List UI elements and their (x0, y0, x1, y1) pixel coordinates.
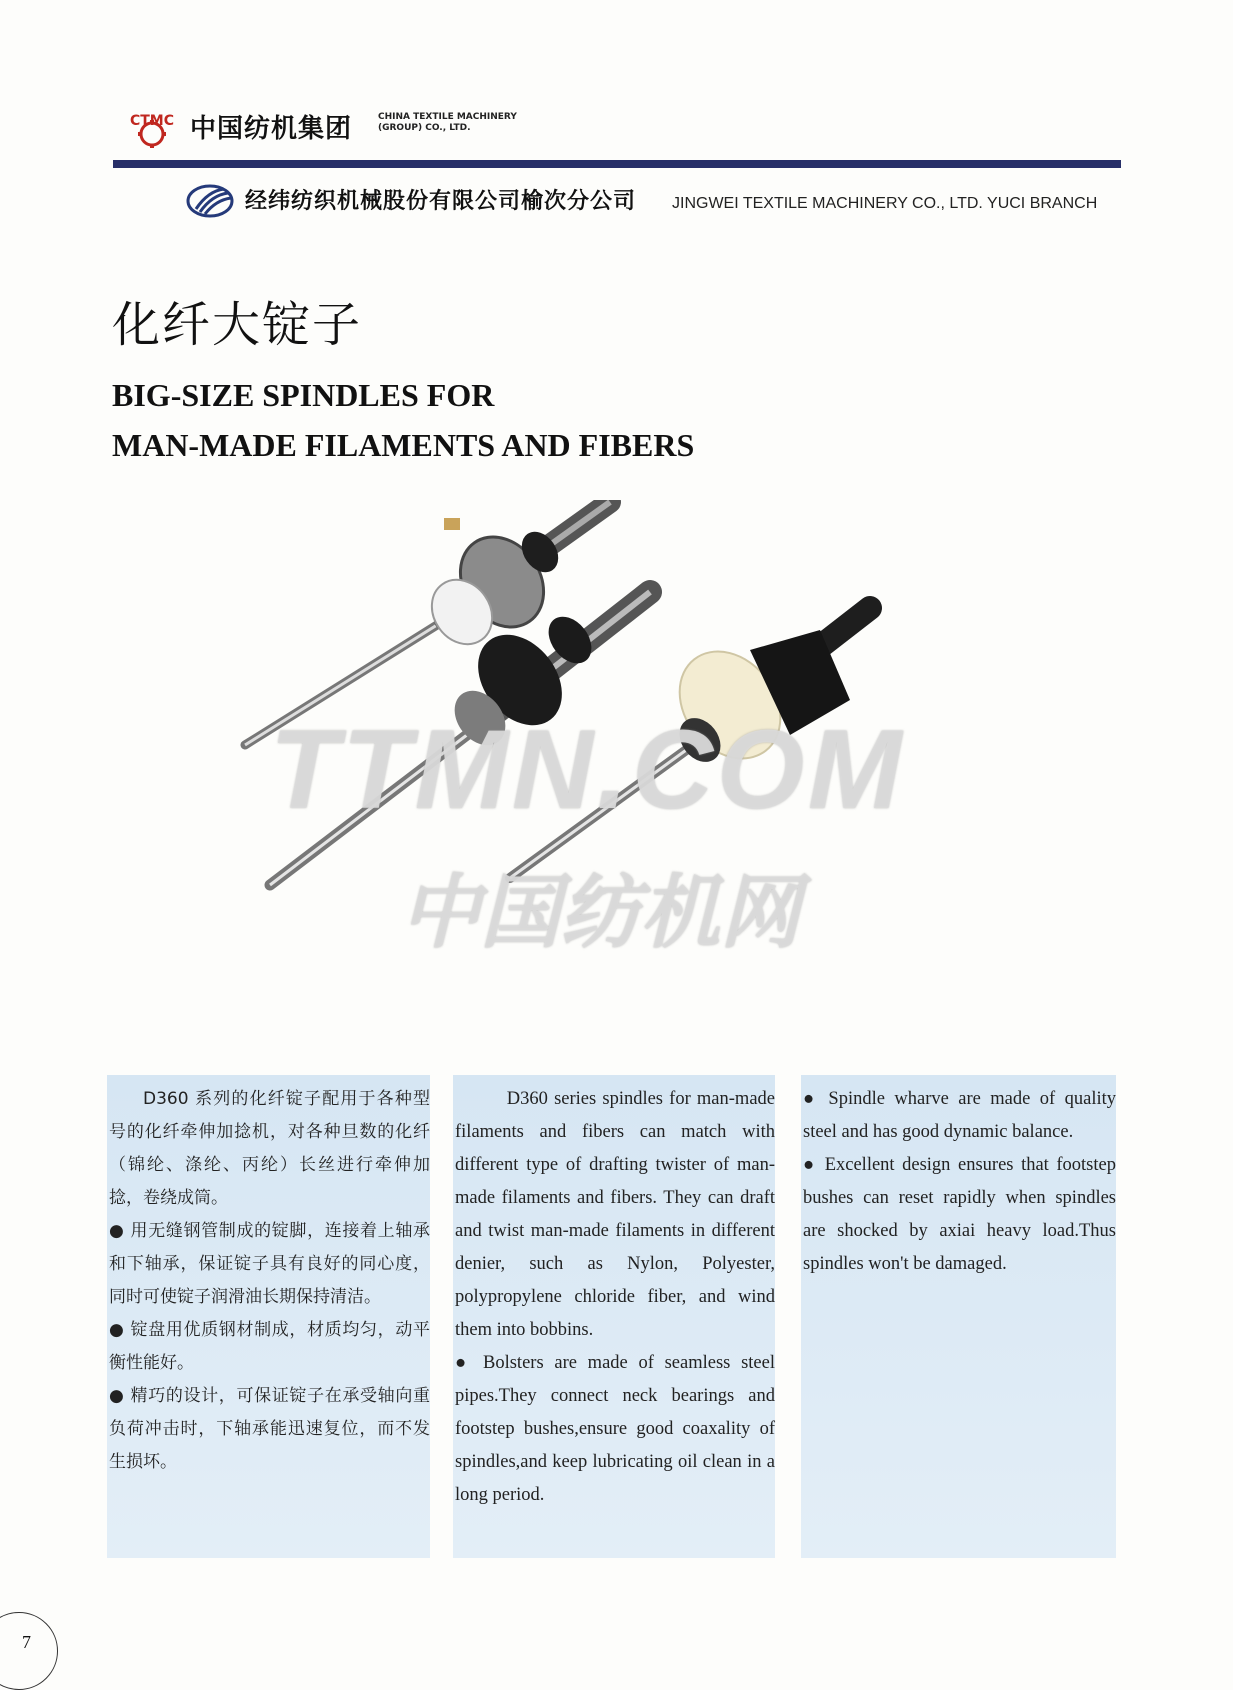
cn-bullet-3: ● 精巧的设计，可保证锭子在承受轴向重负荷冲击时，下轴承能迅速复位，而不发生损坏。 (109, 1380, 430, 1479)
cn-bullet-1: ● 用无缝钢管制成的锭脚，连接着上轴承和下轴承，保证锭子具有良好的同心度，同时可使锭子润滑油长期保持清洁。 (109, 1215, 430, 1314)
ctmc-name-en-line1: CHINA TEXTILE MACHINERY (378, 112, 517, 122)
header-rule (113, 160, 1121, 168)
cn-bullet-2: ● 锭盘用优质钢材制成，材质均匀，动平衡性能好。 (109, 1314, 430, 1380)
company-name-cn: 经纬纺织机械股份有限公司榆次分公司 (245, 189, 637, 214)
page-title-cn: 化纤大锭子 (112, 297, 363, 353)
page-title-en-line1: BIG-SIZE SPINDLES FOR (112, 377, 495, 413)
en-bullet-design: ● Excellent design ensures that footstep bushes can reset rapidly when spindles are shocked by axiai heavy load.Thus spindles won't be damaged. (803, 1149, 1116, 1281)
page-title-en-line2: MAN-MADE FILAMENTS AND FIBERS (112, 427, 695, 463)
ctmc-name-cn: 中国纺机集团 (190, 114, 353, 144)
english-description-panel-right (801, 1075, 1116, 1558)
english-description-panel-left (453, 1075, 775, 1558)
ctmc-logo (122, 110, 182, 150)
ctmc-name-en-line2: (GROUP) CO., LTD. (378, 123, 471, 133)
watermark-cn: 中国纺机网 (400, 866, 800, 959)
ctmc-name-en (378, 112, 517, 134)
page-number: 7 (22, 1632, 31, 1652)
jingwei-logo (186, 183, 234, 219)
ctmc-logo-text: CTMC (129, 113, 175, 129)
page-title-en (112, 370, 694, 470)
en-bullet-bolsters: ● Bolsters are made of seamless steel pipes.They connect neck bearings and footstep bushes,ensure good coaxality of spindles,and keep lubricating oil clean in a long period. (455, 1347, 775, 1512)
en-bullet-wharve: ● Spindle wharve are made of quality steel and has good dynamic balance. (803, 1083, 1116, 1149)
chinese-description-panel (107, 1075, 430, 1558)
watermark-en: TTMN.COM (270, 707, 906, 832)
cn-intro: D360 系列的化纤锭子配用于各种型号的化纤牵伸加捻机，对各种旦数的化纤（锦纶、涤纶、丙纶）长丝进行牵伸加捻，卷绕成筒。 (109, 1089, 430, 1208)
en-intro: D360 series spindles for man-made filaments and fibers can match with different type of drafting twister of man-made filaments and fibers. They can draft and twist man-made filaments in different denier, such as Nylon, Polyester, polypropylene chloride fiber, and wind them into bobbins. (455, 1089, 775, 1340)
company-name-en: JINGWEI TEXTILE MACHINERY CO., LTD. YUCI BRANCH (672, 195, 1098, 212)
